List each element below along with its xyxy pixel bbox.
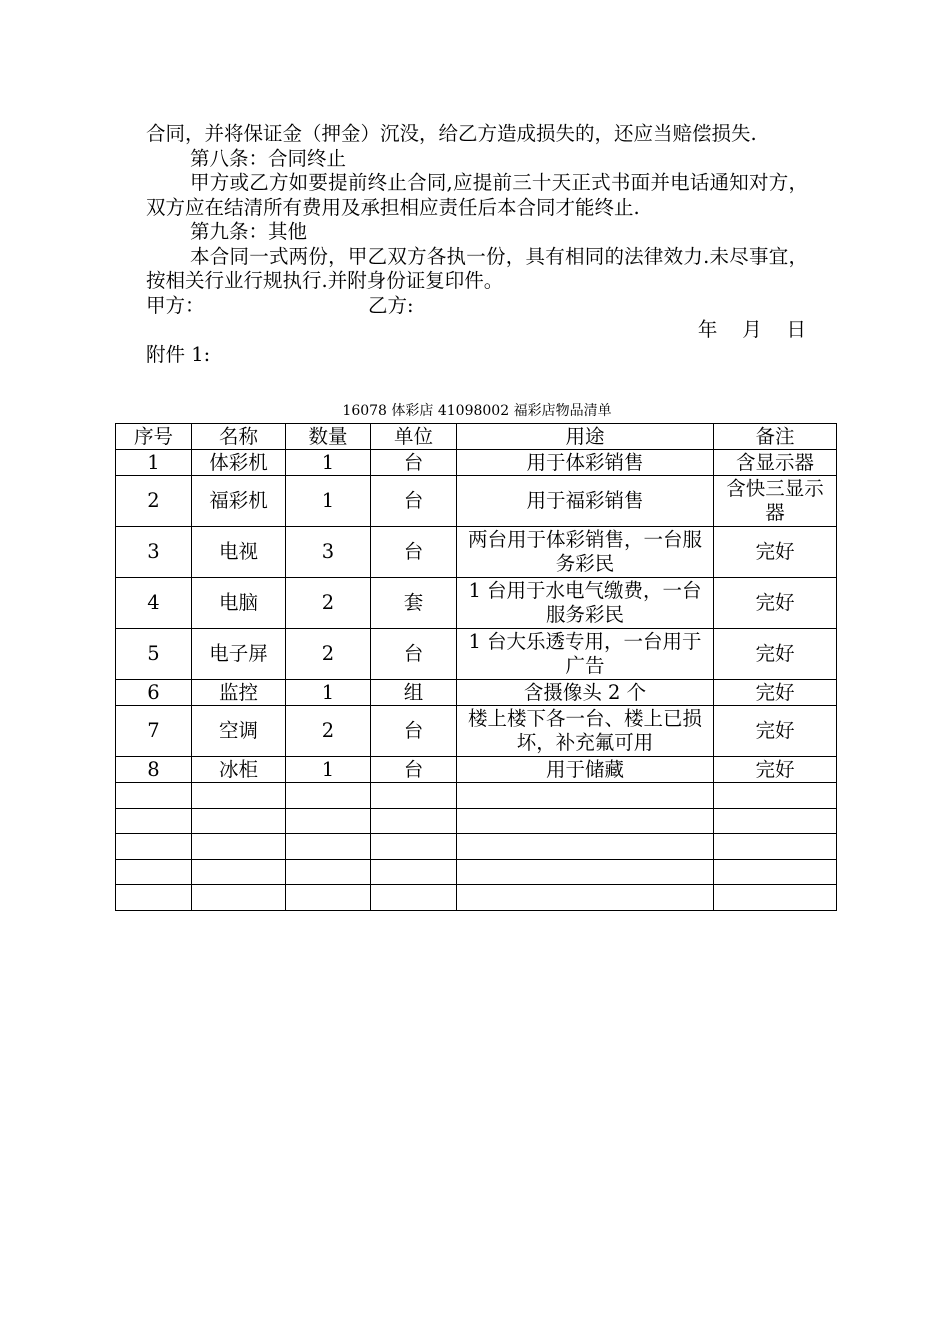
header-unit: 单位 (371, 424, 457, 450)
party-b-label: 乙方: (368, 293, 414, 317)
cell-index: 3 (116, 527, 192, 578)
empty-cell (371, 834, 457, 860)
cell-usage: 用于储藏 (457, 757, 714, 783)
cell-unit: 套 (371, 578, 457, 629)
cell-remarks: 含快三显示器 (714, 476, 837, 527)
cell-unit: 组 (371, 680, 457, 706)
cell-index: 1 (116, 450, 192, 476)
cell-unit: 台 (371, 757, 457, 783)
empty-cell (192, 885, 286, 911)
empty-cell (286, 859, 371, 885)
cell-quantity: 2 (286, 578, 371, 629)
empty-cell (371, 885, 457, 911)
empty-row (116, 834, 837, 860)
cell-index: 7 (116, 706, 192, 757)
cell-usage: 用于体彩销售 (457, 450, 714, 476)
empty-cell (714, 859, 837, 885)
empty-cell (714, 885, 837, 911)
cell-index: 8 (116, 757, 192, 783)
empty-cell (116, 808, 192, 834)
cell-remarks: 完好 (714, 527, 837, 578)
empty-cell (192, 834, 286, 860)
cell-quantity: 1 (286, 757, 371, 783)
cell-remarks: 完好 (714, 578, 837, 629)
empty-row (116, 783, 837, 809)
table-header-row (116, 424, 837, 450)
empty-cell (116, 885, 192, 911)
cell-quantity: 2 (286, 706, 371, 757)
empty-cell (457, 834, 714, 860)
cell-name: 监控 (192, 680, 286, 706)
table-row (116, 706, 837, 757)
empty-cell (192, 859, 286, 885)
table-row (116, 757, 837, 783)
inventory-title: 16078 体彩店 41098002 福彩店物品清单 (342, 403, 612, 419)
table-row (116, 527, 837, 578)
cell-remarks: 完好 (714, 629, 837, 680)
header-index: 序号 (116, 424, 192, 450)
cell-quantity: 1 (286, 476, 371, 527)
cell-usage: 1 台用于水电气缴费，一台服务彩民 (457, 578, 714, 629)
empty-cell (457, 859, 714, 885)
article-9-title: 第九条：其他 (190, 220, 308, 243)
cell-name: 电视 (192, 527, 286, 578)
empty-cell (116, 783, 192, 809)
cell-remarks: 完好 (714, 757, 837, 783)
cell-unit: 台 (371, 450, 457, 476)
cell-index: 2 (116, 476, 192, 527)
cell-name: 冰柜 (192, 757, 286, 783)
cell-unit: 台 (371, 527, 457, 578)
contract-text (146, 122, 808, 367)
cell-name: 福彩机 (192, 476, 286, 527)
empty-cell (457, 808, 714, 834)
cell-name: 电脑 (192, 578, 286, 629)
empty-cell (286, 783, 371, 809)
empty-row (116, 859, 837, 885)
table-row (116, 629, 837, 680)
cell-usage: 楼上楼下各一台、楼上已损坏，补充氟可用 (457, 706, 714, 757)
header-quantity: 数量 (286, 424, 371, 450)
cell-quantity: 1 (286, 680, 371, 706)
empty-cell (116, 834, 192, 860)
empty-cell (457, 783, 714, 809)
empty-cell (714, 808, 837, 834)
header-remarks: 备注 (714, 424, 837, 450)
header-usage: 用途 (457, 424, 714, 450)
cell-index: 4 (116, 578, 192, 629)
empty-cell (286, 834, 371, 860)
cell-name: 电子屏 (192, 629, 286, 680)
cell-name: 空调 (192, 706, 286, 757)
date-line: 年 月 日 (697, 318, 806, 341)
cell-index: 6 (116, 680, 192, 706)
empty-cell (192, 783, 286, 809)
table-row (116, 578, 837, 629)
table-row (116, 476, 837, 527)
clause-continuation: 合同，并将保证金（押金）沉没，给乙方造成损失的，还应当赔偿损失. (146, 122, 757, 145)
cell-unit: 台 (371, 476, 457, 527)
empty-cell (714, 783, 837, 809)
cell-usage: 1 台大乐透专用，一台用于广告 (457, 629, 714, 680)
cell-usage: 用于福彩销售 (457, 476, 714, 527)
table-row (116, 680, 837, 706)
article-8-title: 第八条：合同终止 (190, 146, 347, 170)
cell-usage: 含摄像头 2 个 (457, 680, 714, 706)
cell-quantity: 2 (286, 629, 371, 680)
empty-cell (116, 859, 192, 885)
empty-cell (457, 885, 714, 911)
empty-cell (286, 808, 371, 834)
empty-cell (286, 885, 371, 911)
cell-remarks: 完好 (714, 680, 837, 706)
cell-remarks: 含显示器 (714, 450, 837, 476)
party-a-label: 甲方： (146, 293, 205, 317)
empty-cell (371, 808, 457, 834)
inventory-table (115, 423, 837, 911)
empty-cell (371, 859, 457, 885)
cell-usage: 两台用于体彩销售，一台服务彩民 (457, 527, 714, 578)
article-9-body: 本合同一式两份，甲乙双方各执一份，具有相同的法律效力.未尽事宜，按相关行业行规执行.并附身份证复印件。 (146, 244, 808, 292)
cell-remarks: 完好 (714, 706, 837, 757)
cell-index: 5 (116, 629, 192, 680)
header-name: 名称 (192, 424, 286, 450)
empty-cell (371, 783, 457, 809)
cell-unit: 台 (371, 706, 457, 757)
cell-unit: 台 (371, 629, 457, 680)
signature-row (146, 294, 808, 319)
cell-name: 体彩机 (192, 450, 286, 476)
cell-quantity: 1 (286, 450, 371, 476)
article-8-body: 甲方或乙方如要提前终止合同,应提前三十天正式书面并电话通知对方，双方应在结清所有费用及承担相应责任后本合同才能终止. (146, 171, 808, 219)
table-row (116, 450, 837, 476)
empty-cell (714, 834, 837, 860)
cell-quantity: 3 (286, 527, 371, 578)
empty-row (116, 808, 837, 834)
attachment-label: 附件 1: (146, 342, 211, 366)
empty-row (116, 885, 837, 911)
empty-cell (192, 808, 286, 834)
